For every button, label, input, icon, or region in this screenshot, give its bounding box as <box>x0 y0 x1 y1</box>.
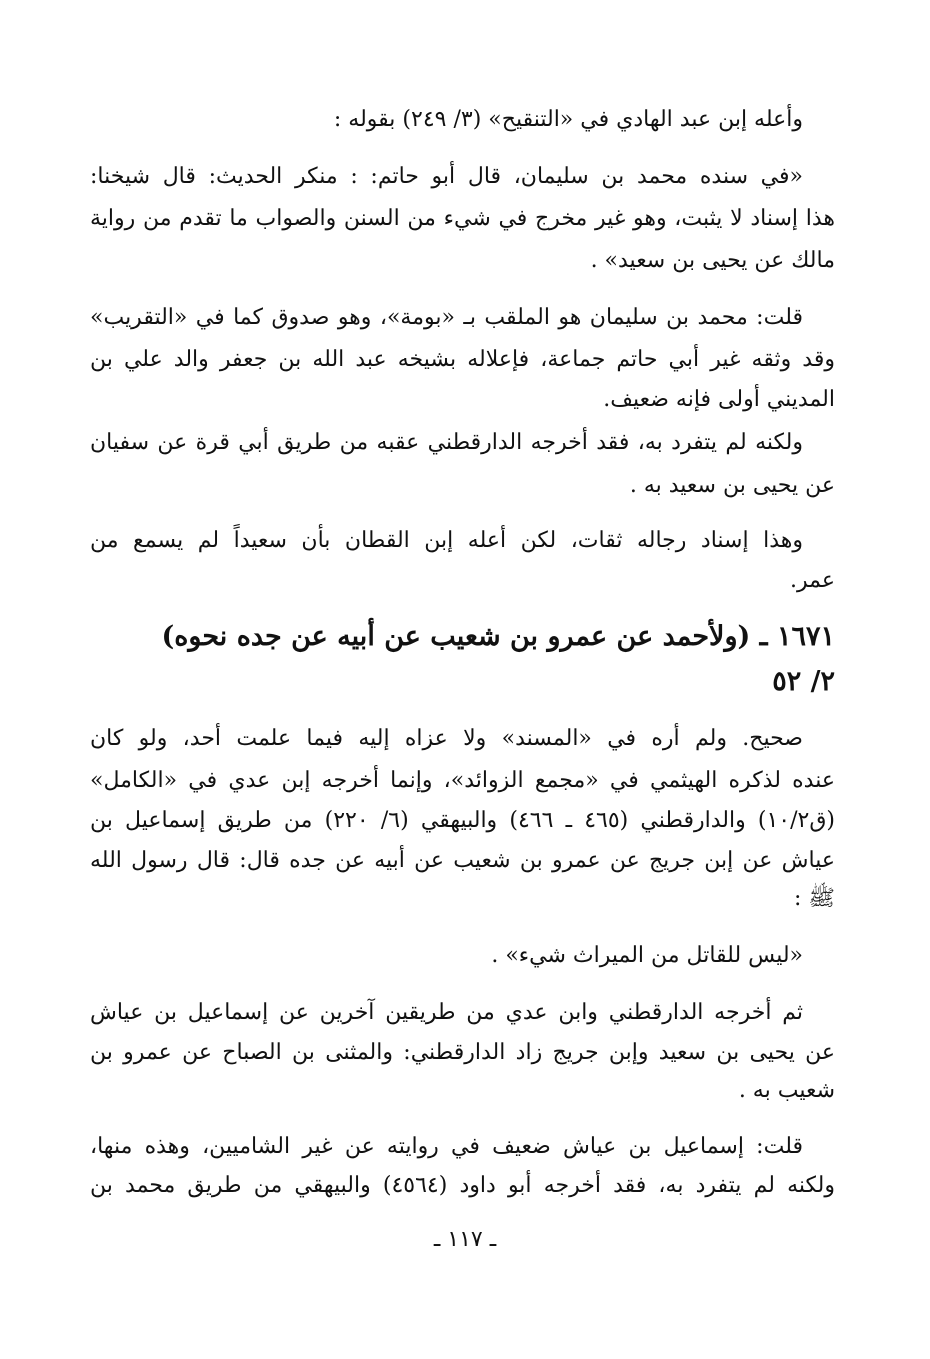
text-line: عياش عن إبن جريج عن عمرو بن شعيب عن أبيه عن جده قال: قال رسول الله <box>90 848 835 873</box>
text-line: عنده لذكره الهيثمي في «مجمع الزوائد»، وإنما أخرجه إبن عدي في «الكامل» <box>90 768 835 793</box>
text-line: (ق١٠/٢) والدارقطني (٤٦٥ ـ ٤٦٦) والبيهقي (٦/ ٢٢٠) من طريق إسماعيل بن <box>90 808 835 833</box>
text-line: ولكنه لم يتفرد به، فقد أخرجه أبو داود (٤٥٦٤) والبيهقي من طريق محمد بن <box>90 1173 835 1198</box>
text-line: وهذا إسناد رجاله ثقات، لكن أعله إبن القطان بأن سعيداً لم يسمع من <box>90 528 803 553</box>
text-line: وأعله إبن عبد الهادي في «التنقيح» (٣/ ٢٤٩) بقوله : <box>333 107 803 132</box>
text-line: ثم أخرجه الدارقطني وابن عدي من طريقين آخرين عن إسماعيل بن عياش <box>90 1000 803 1025</box>
text-line: قلت: محمد بن سليمان هو الملقب بـ «بومة»، وهو صدوق كما في «التقريب» <box>90 305 803 330</box>
text-line: هذا إسناد لا يثبت، وهو غير مخرج في شيء من السنن والصواب ما تقدم من رواية <box>90 206 835 231</box>
text-line: عمر. <box>790 568 835 593</box>
text-line: ولكنه لم يتفرد به، فقد أخرجه الدارقطني عقبه من طريق أبي قرة عن سفيان <box>90 430 803 455</box>
text-line: «ليس للقاتل من الميراث شيء» . <box>491 943 803 968</box>
page-number: ـ ١١٧ ـ <box>433 1227 497 1252</box>
hadith-heading: ١٦٧١ ـ (ولأحمد عن عمرو بن شعيب عن أبيه عن جده نحوه) <box>161 621 835 652</box>
text-line: شعيب به . <box>738 1078 835 1103</box>
text-line: قلت: إسماعيل بن عياش ضعيف في روايته عن غير الشاميين، وهذه منها، <box>90 1134 803 1159</box>
hadith-reference: ٢/ ٥٢ <box>772 666 835 697</box>
text-line: عن يحيى بن سعيد وإبن جريج زاد الدارقطني: والمثنى بن الصباح عن عمرو بن <box>90 1040 835 1065</box>
text-line: عن يحيى بن سعيد به . <box>629 473 835 498</box>
text-line: ﷺ : <box>794 886 835 911</box>
text-line: «في سنده محمد بن سليمان، قال أبو حاتم: : منكر الحديث: قال شيخنا: <box>90 164 803 189</box>
text-line: وقد وثقه غير أبي حاتم جماعة، فإعلاله بشيخه عبد الله بن جعفر والد علي بن <box>90 347 835 372</box>
text-line: صحيح. ولم أره في «المسند» ولا عزاه إليه فيما علمت أحد، ولو كان <box>90 726 803 751</box>
text-line: مالك عن يحيى بن سعيد» . <box>590 248 835 273</box>
text-line: المديني أولى فإنه ضعيف. <box>603 387 835 412</box>
